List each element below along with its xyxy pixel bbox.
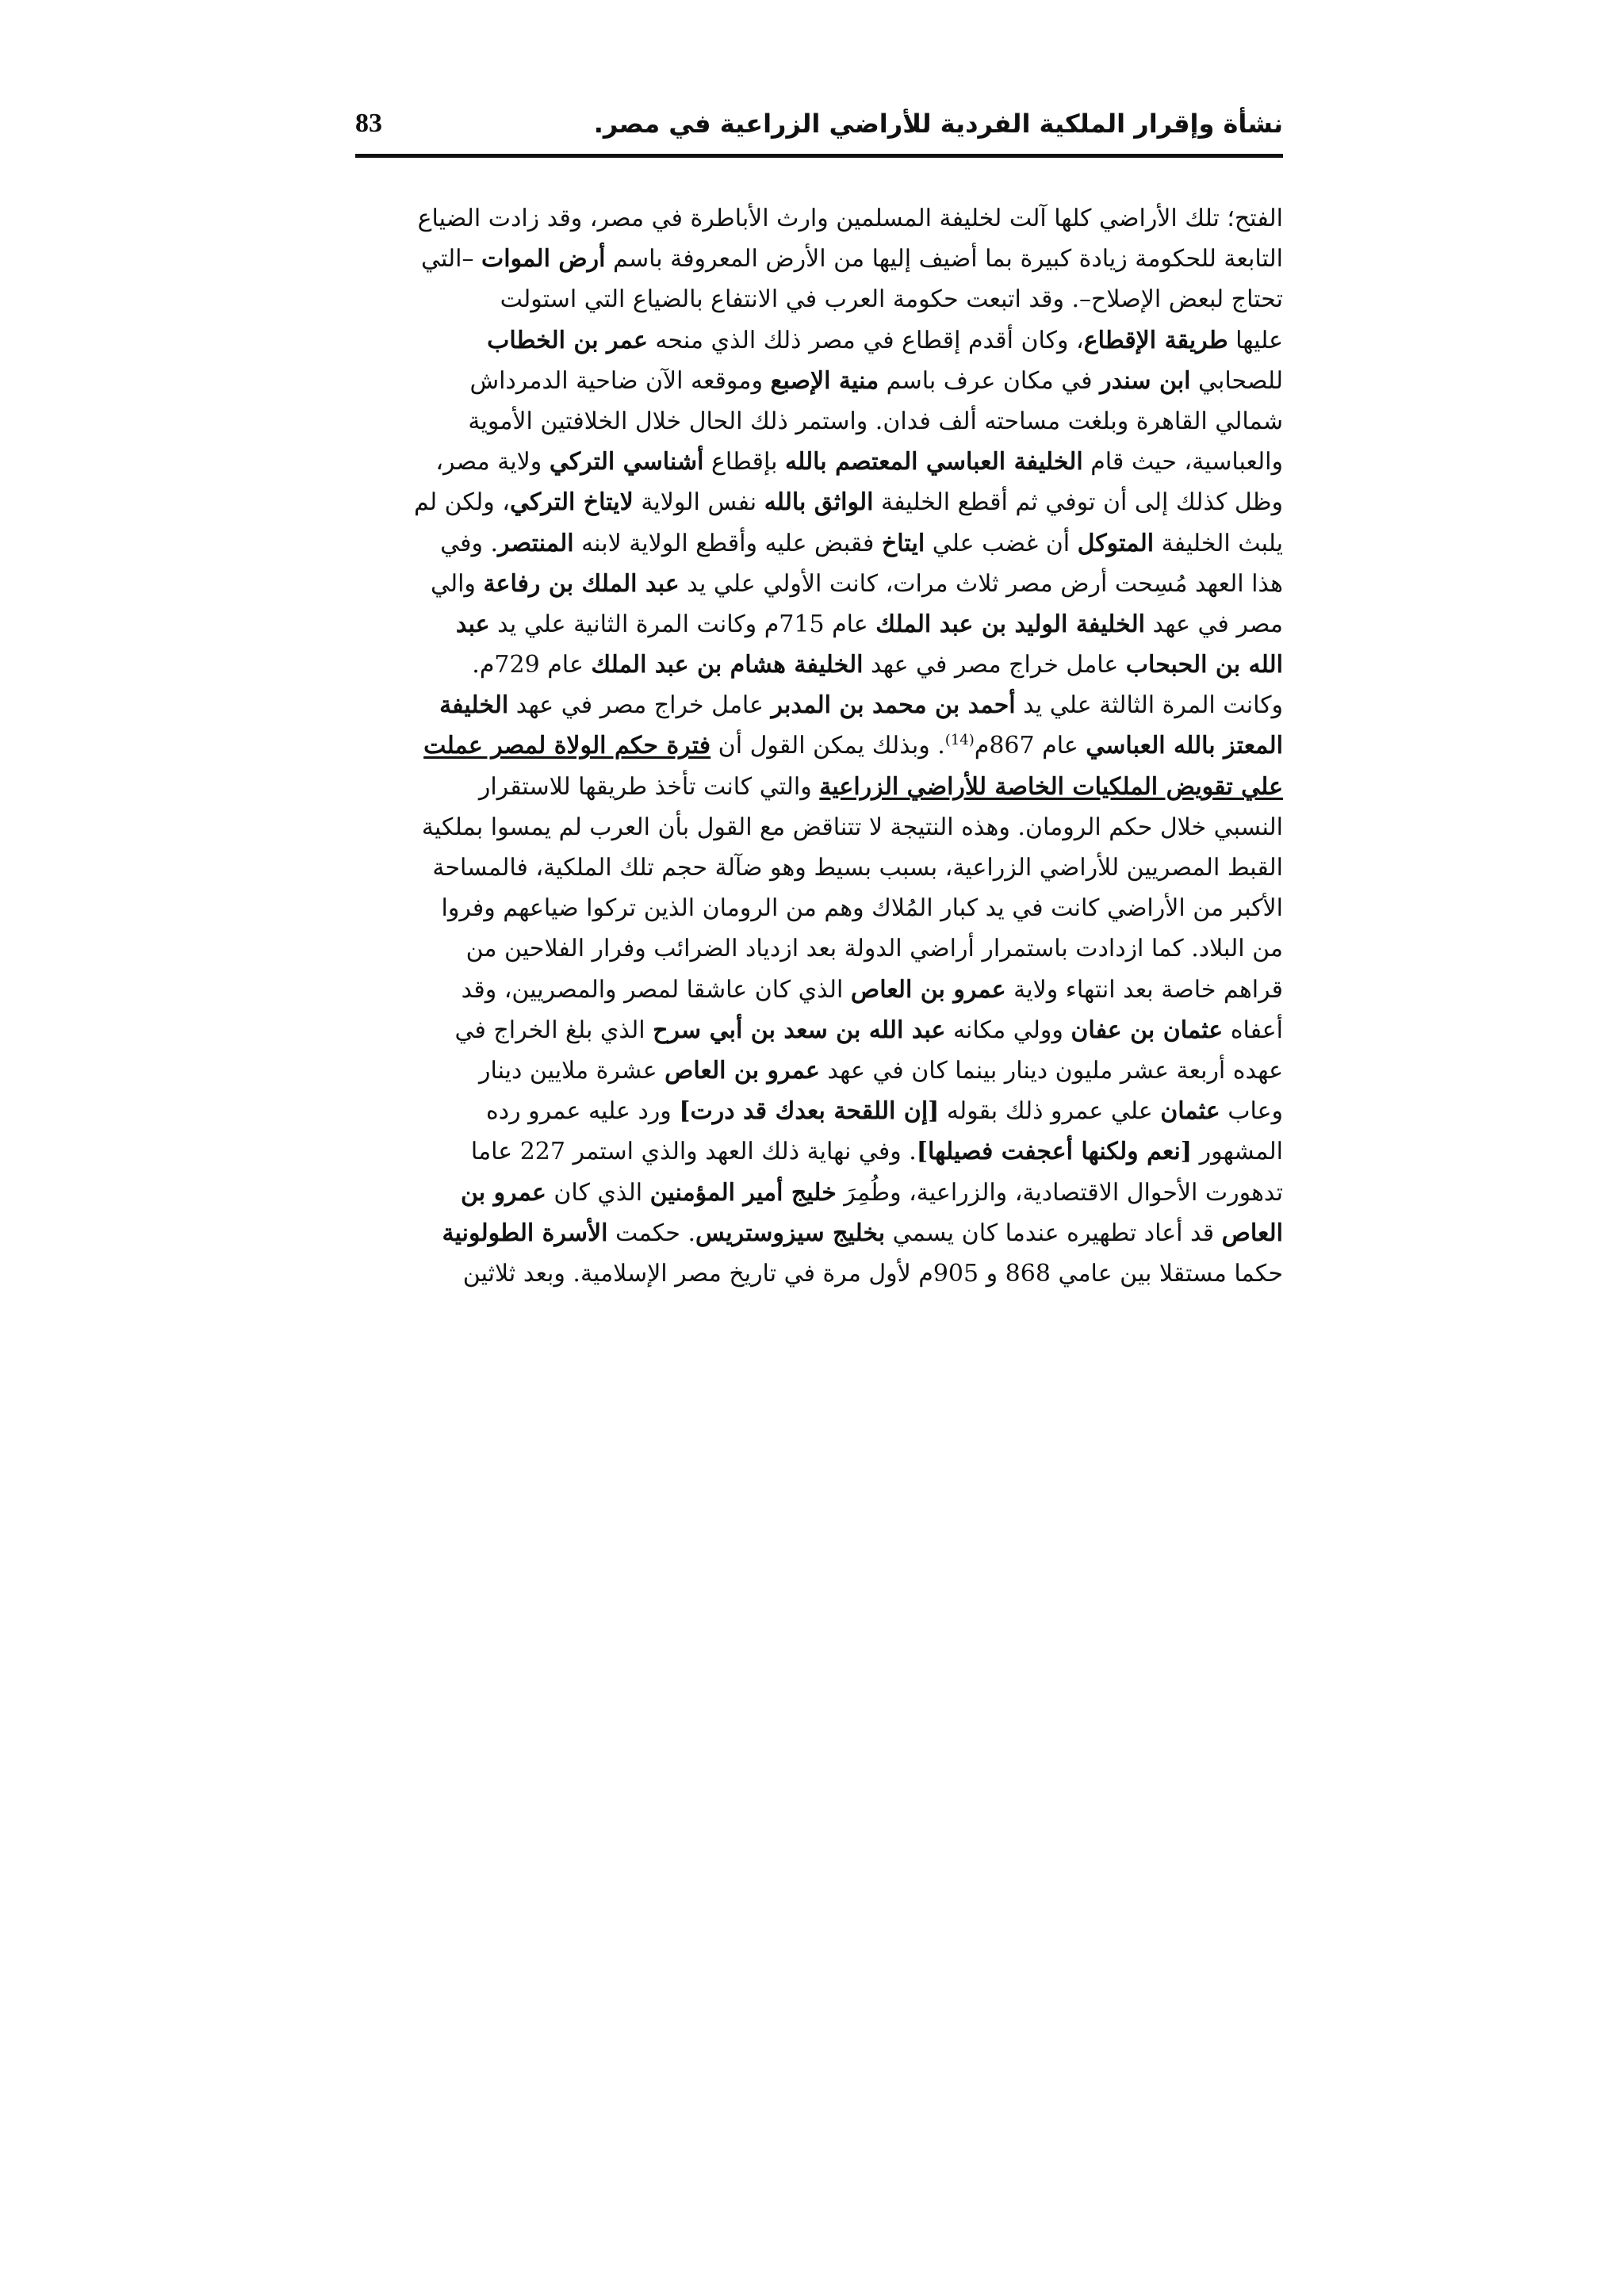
bold-term: عبد	[455, 610, 490, 638]
text-run: ، ولكن لم	[414, 488, 510, 517]
text-line	[355, 928, 1283, 969]
bold-term: لايتاخ التركي	[509, 488, 634, 517]
bold-term: عبد الملك بن رفاعة	[483, 569, 680, 598]
text-run: والي	[430, 569, 484, 598]
text-run: ولاية مصر،	[435, 448, 550, 476]
page-number: 83	[355, 109, 382, 138]
text-run: مصر في عهد	[1144, 610, 1283, 638]
text-run: نفس الولاية	[633, 488, 764, 517]
text-line	[355, 1010, 1283, 1050]
bold-term: عمرو بن العاص	[665, 1056, 820, 1085]
text-run: . وبذلك يمكن القول أن	[710, 732, 945, 760]
bold-term: [إن اللقحة بعدك قد درت]	[679, 1097, 940, 1126]
bold-term: [نعم ولكنها أعجفت فصيلها]	[916, 1138, 1193, 1166]
text-line	[355, 1050, 1283, 1091]
text-run: الأكبر من الأراضي كانت في يد كبار المُلاك وهم من الرومان الذين تركوا ضياعهم وفروا	[441, 894, 1283, 923]
text-run: عامل خراج مصر في عهد	[508, 691, 772, 720]
text-run: وكانت المرة الثالثة علي يد	[1015, 691, 1283, 720]
text-run: قد أعاد تطهيره عندما كان يسمي	[885, 1219, 1222, 1247]
header-divider	[355, 154, 1283, 158]
text-run: الذي كان عاشقا لمصر والمصريين، وقد	[461, 975, 851, 1004]
text-line	[355, 725, 1283, 766]
text-line	[355, 564, 1283, 604]
text-line	[355, 1091, 1283, 1131]
bold-term: الله بن الحبحاب	[1125, 651, 1283, 679]
text-line	[355, 442, 1283, 482]
text-line	[355, 1213, 1283, 1253]
bold-term: أرض الموات	[481, 245, 606, 274]
text-run: عامل خراج مصر في عهد	[863, 651, 1126, 679]
text-line	[355, 279, 1283, 320]
text-run: هذا العهد مُسِحت أرض مصر ثلاث مرات، كانت الأولي علي يد	[679, 569, 1283, 598]
text-run: للصحابي	[1190, 366, 1283, 395]
bold-term: الواثق بالله	[764, 488, 874, 517]
footnote-ref: (14)	[944, 732, 975, 749]
text-run: وظل كذلك إلى أن توفي ثم أقطع الخليفة	[873, 488, 1283, 517]
text-run: الذي بلغ الخراج في	[454, 1016, 653, 1044]
text-line	[355, 198, 1283, 239]
running-header	[355, 94, 1283, 154]
text-run: تحتاج لبعض الإصلاح–. وقد اتبعت حكومة العرب في الانتفاع بالضياع التي استولت	[500, 285, 1283, 314]
text-run: فقبض عليه وأقطع الولاية لابنه	[573, 529, 882, 557]
text-run: . حكمت	[607, 1219, 696, 1247]
bold-term: المعتز بالله العباسي	[1086, 732, 1283, 760]
text-line	[355, 685, 1283, 725]
bold-term: الخليفة الوليد بن عبد الملك	[875, 610, 1145, 638]
text-run: والعباسية، حيث قام	[1082, 448, 1283, 476]
text-run: عشرة ملايين دينار	[478, 1056, 665, 1085]
text-run: النسبي خلال حكم الرومان. وهذه النتيجة لا تتناقض مع القول بأن العرب لم يمسوا بملكية	[421, 813, 1283, 841]
text-run: الذي كان	[546, 1178, 650, 1207]
text-line	[355, 848, 1283, 888]
text-line	[355, 482, 1283, 522]
bold-term: عمرو بن	[460, 1178, 546, 1207]
text-run: ورد عليه عمرو رده	[486, 1097, 680, 1126]
bold-term: المنتصر	[498, 529, 574, 557]
text-run: وموقعه الآن ضاحية الدمرداش	[469, 366, 771, 395]
text-run: تدهورت الأحوال الاقتصادية، والزراعية، وطُمِرَ	[836, 1178, 1283, 1207]
bold-term: ايتاخ	[881, 529, 925, 557]
text-run: . وفي نهاية ذلك العهد والذي استمر 227 عاما	[470, 1138, 917, 1166]
text-run: في مكان عرف باسم	[879, 366, 1101, 395]
text-run: –التي	[420, 245, 482, 274]
bold-term: منية الإصبع	[770, 366, 879, 395]
bold-term: الخليفة	[439, 691, 509, 720]
text-run: يلبث الخليفة	[1154, 529, 1283, 557]
bold-term: عبد الله بن سعد بن أبي سرح	[653, 1016, 946, 1044]
bold-term: الخليفة العباسي المعتصم بالله	[785, 448, 1083, 476]
text-line	[355, 888, 1283, 928]
bold-term: المتوكل	[1077, 529, 1155, 557]
text-line	[355, 1253, 1283, 1294]
text-line	[355, 645, 1283, 685]
text-run: حكما مستقلا بين عامي 868 و 905م لأول مرة في تاريخ مصر الإسلامية. وبعد ثلاثين	[462, 1259, 1283, 1288]
text-run: وولي مكانه	[945, 1016, 1071, 1044]
text-run: عام 715م وكانت المرة الثانية علي يد	[489, 610, 876, 638]
text-run: عام 867م	[974, 732, 1086, 760]
text-line	[355, 1131, 1283, 1172]
bold-term: علي تقويض الملكيات الخاصة للأراضي الزراعية	[819, 772, 1283, 801]
bold-term: فترة حكم الولاة لمصر عملت	[423, 732, 711, 760]
text-line	[355, 1173, 1283, 1213]
text-run: عهده أربعة عشر مليون دينار بينما كان في عهد	[819, 1056, 1283, 1085]
text-line	[355, 320, 1283, 361]
text-line	[355, 239, 1283, 279]
bold-term: أحمد بن محمد بن المدبر	[771, 691, 1016, 720]
text-run: ، وكان أقدم إقطاع في مصر ذلك الذي منحه	[647, 326, 1084, 354]
bold-term: خليج أمير المؤمنين	[649, 1178, 837, 1207]
text-run: القبط المصريين للأراضي الزراعية، بسبب بسيط وهو ضآلة حجم تلك الملكية، فالمساحة	[432, 854, 1283, 882]
text-run: التابعة للحكومة زيادة كبيرة بما أضيف إليها من الأرض المعروفة باسم	[605, 245, 1283, 274]
text-line	[355, 604, 1283, 645]
text-run: . وفي	[440, 529, 499, 557]
text-run: وعاب	[1220, 1097, 1283, 1126]
text-line	[355, 523, 1283, 564]
body-paragraph	[355, 198, 1283, 1294]
bold-term: الخليفة هشام بن عبد الملك	[591, 651, 864, 679]
text-line	[355, 807, 1283, 848]
text-run: بإقطاع	[703, 448, 785, 476]
text-run: شمالي القاهرة وبلغت مساحته ألف فدان. واستمر ذلك الحال خلال الخلافتين الأموية	[468, 407, 1283, 435]
text-run: من البلاد. كما ازدادت باستمرار أراضي الدولة بعد ازدياد الضرائب وفرار الفلاحين من	[465, 935, 1283, 963]
text-run: علي عمرو ذلك بقوله	[939, 1097, 1161, 1126]
text-run: المشهور	[1192, 1138, 1283, 1166]
bold-term: عثمان بن عفان	[1071, 1016, 1224, 1044]
text-run: قراهم خاصة بعد انتهاء ولاية	[1005, 975, 1283, 1004]
text-run: عام 729م.	[472, 651, 592, 679]
text-run: أعفاه	[1223, 1016, 1283, 1044]
text-run: أن غضب علي	[925, 529, 1078, 557]
text-run: الفتح؛ تلك الأراضي كلها آلت لخليفة المسلمين وارث الأباطرة في مصر، وقد زادت الضياع	[417, 205, 1283, 232]
bold-term: الأسرة الطولونية	[442, 1219, 608, 1247]
bold-term: عثمان	[1160, 1097, 1220, 1126]
text-line	[355, 401, 1283, 442]
text-line	[355, 361, 1283, 401]
bold-term: بخليج سيزوستريس	[695, 1219, 886, 1247]
bold-term: العاص	[1221, 1219, 1283, 1247]
text-run: والتي كانت تأخذ طريقها للاستقرار	[478, 772, 820, 801]
bold-term: أشناسي التركي	[549, 448, 704, 476]
text-line	[355, 970, 1283, 1010]
header-title: نشأة وإقرار الملكية الفردية للأراضي الزراعية في مصر.	[593, 109, 1283, 139]
text-line	[355, 767, 1283, 807]
bold-term: عمر بن الخطاب	[487, 326, 648, 354]
bold-term: عمرو بن العاص	[850, 975, 1006, 1004]
bold-term: طريقة الإقطاع	[1083, 326, 1228, 354]
text-run: عليها	[1228, 326, 1283, 354]
bold-term: ابن سندر	[1100, 366, 1191, 395]
